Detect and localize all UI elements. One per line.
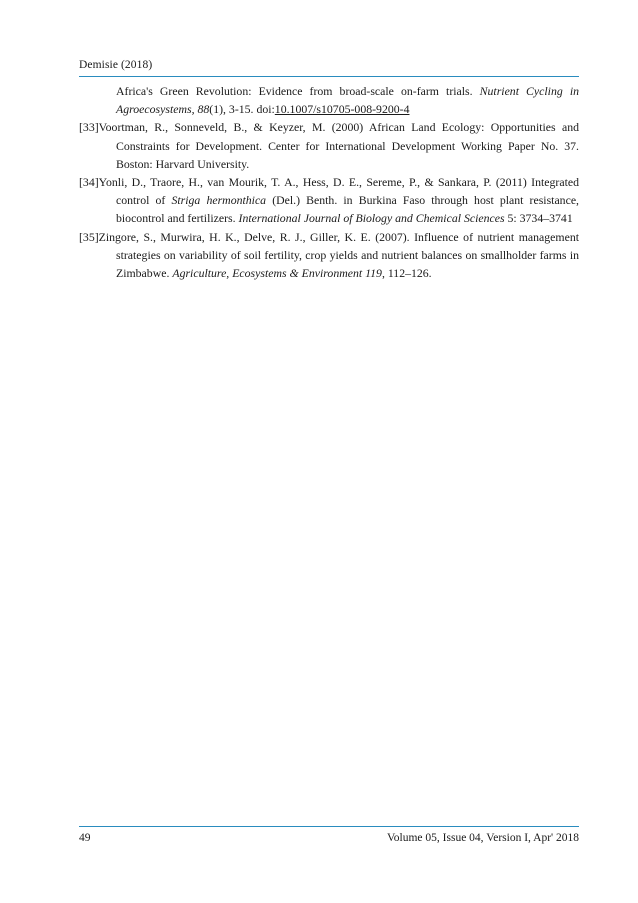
reference-title-italic: Nutrient Cycling in Agroecosystems, 88 <box>116 84 579 117</box>
reference-title-italic: Striga hermonthica <box>171 193 267 208</box>
reference-item <box>79 118 579 173</box>
page-number: 49 <box>79 832 91 844</box>
reference-text: Yonli, D., Traore, H., van Mourik, T. A., Hess, D. E., Sereme, P., & Sankara, P. (2011) Integrated control of <box>98 175 579 208</box>
reference-text: Zingore, S., Murwira, H. K., Delve, R. J., Giller, K. E. (2007). Influence of nutrient management strategies on variability of soil fertility, crop yields and nutrient balances on smallholder farms in Zimbabwe. <box>98 229 579 281</box>
reference-item <box>79 228 579 283</box>
reference-text: Voortman, R., Sonneveld, B., & Keyzer, M. (2000) African Land Ecology: Opportunities and Constraints for Development. Center for International Development Working Paper No. 37. Boston: Harvard University. <box>98 120 579 171</box>
reference-number: [34] <box>79 175 99 190</box>
reference-item <box>79 173 579 228</box>
reference-title-italic: Agriculture, Ecosystems & Environment 119 <box>172 266 382 281</box>
footer-divider <box>79 826 579 827</box>
reference-item <box>79 82 579 118</box>
reference-text: , 112–126. <box>381 266 432 281</box>
volume-info: Volume 05, Issue 04, Version I, Apr' 2018 <box>386 832 579 844</box>
reference-text: 5: 3734–3741 <box>504 211 573 226</box>
reference-number: [33] <box>79 120 99 135</box>
reference-title-italic: International Journal of Biology and Chemical Sciences <box>238 211 505 226</box>
reference-text: (Del.) Benth. in Burkina Faso through host plant resistance, biocontrol and fertilizers. <box>116 193 579 226</box>
reference-text: Africa's Green Revolution: Evidence from broad-scale on-farm trials. <box>116 84 480 98</box>
header-divider <box>79 76 579 77</box>
doi-link[interactable]: 10.1007/s10705-008-9200-4 <box>274 102 410 117</box>
reference-number: [35] <box>79 229 99 244</box>
running-head: Demisie (2018) <box>79 59 153 71</box>
reference-list <box>79 82 579 282</box>
reference-text: (1), 3-15. doi: <box>209 102 275 117</box>
